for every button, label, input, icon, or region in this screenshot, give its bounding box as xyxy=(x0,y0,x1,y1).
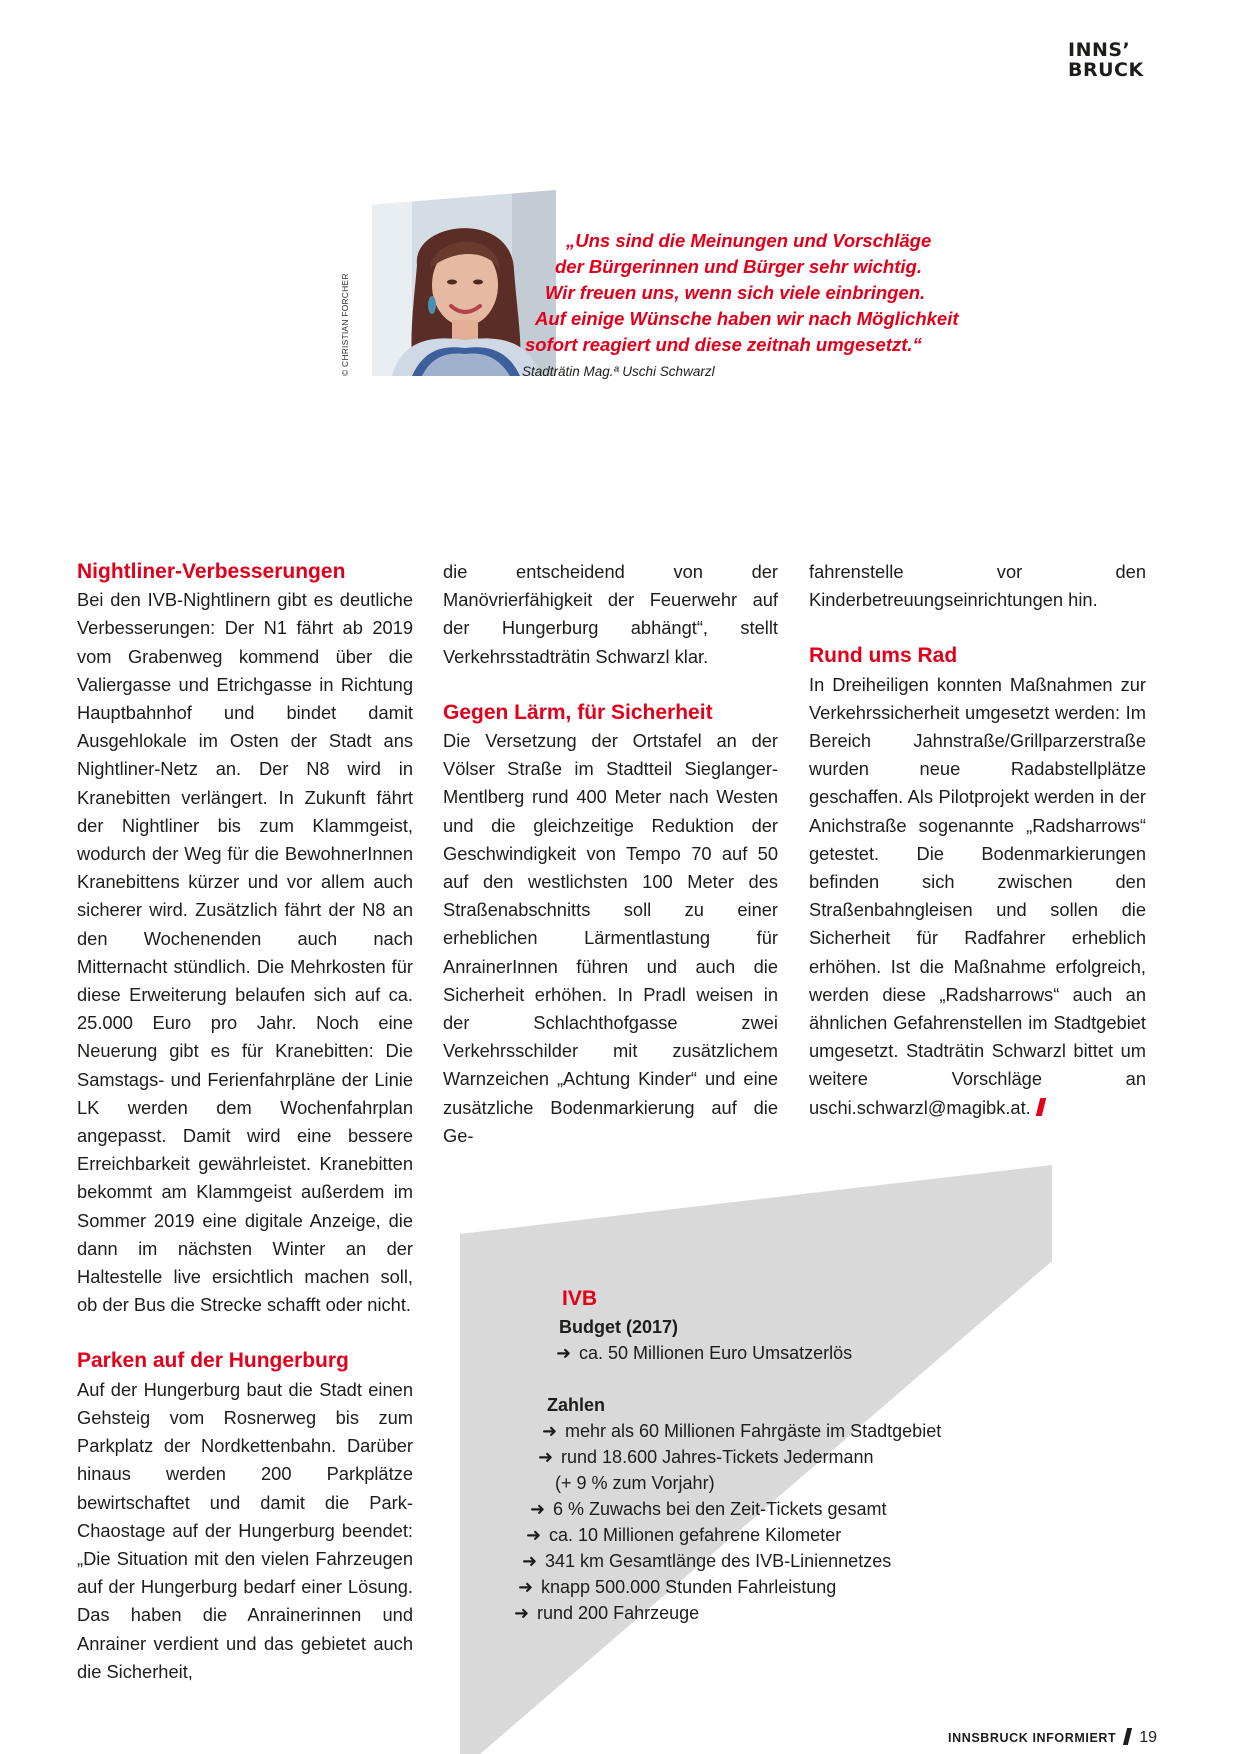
heading-parken: Parken auf der Hungerburg xyxy=(77,1349,349,1373)
text-laerm: Die Versetzung der Ortstafel an der Völser Straße im Stadtteil Sieglanger-Mentlberg rund 400 Meter nach Westen und die gleichzeitige Reduktion der Geschwindigkeit von Tempo 70 auf 50 auf den westlichsten 100 Meter des Straßenabschnitts soll zu einer erheblichen Lärmentlastung für AnrainerInnen führen und auch die Sicherheit erhöhen. In Pradl weisen in der Schlachthofgasse zwei Verkehrsschilder mit zusätzlichem Warnzeichen „Achtung Kinder“ und eine zusätzliche Bodenmarkierung auf die Ge- xyxy=(443,730,778,1146)
heading-rad: Rund ums Rad xyxy=(809,644,958,668)
arrow-right-icon: ➜ xyxy=(514,1603,530,1623)
quote-author: Stadträtin Mag.ª Uschi Schwarzl xyxy=(522,364,715,379)
budget-heading: Budget (2017) xyxy=(559,1317,679,1337)
logo-line-2: BRUCK xyxy=(1068,59,1144,81)
zahlen-item-text: mehr als 60 Millionen Fahrgäste im Stadtgebiet xyxy=(565,1421,942,1441)
zahlen-item xyxy=(518,1574,836,1600)
pull-quote xyxy=(520,228,959,358)
ivb-box-title: IVB xyxy=(562,1287,598,1310)
zahlen-item xyxy=(530,1496,886,1522)
budget-item-text: ca. 50 Millionen Euro Umsatzerlös xyxy=(579,1343,853,1363)
zahlen-item-note: (+ 9 % zum Vorjahr) xyxy=(555,1473,715,1493)
page-number: 19 xyxy=(1139,1729,1158,1746)
quote-line: „Uns sind die Meinungen und Vorschläge xyxy=(566,230,932,251)
article-end-mark xyxy=(1036,1098,1046,1116)
zahlen-item-text: 6 % Zuwachs bei den Zeit-Tickets gesamt xyxy=(553,1499,887,1519)
zahlen-heading: Zahlen xyxy=(547,1395,606,1415)
heading-laerm: Gegen Lärm, für Sicherheit xyxy=(443,700,713,724)
zahlen-item-text: 341 km Gesamtlänge des IVB-Liniennetzes xyxy=(545,1551,892,1571)
zahlen-item-text: knapp 500.000 Stunden Fahrleistung xyxy=(541,1577,837,1597)
quote-line: Auf einige Wünsche haben wir nach Möglichkeit xyxy=(535,308,959,329)
budget-item xyxy=(556,1340,852,1366)
quote-line: sofort reagiert und diese zeitnah umgesetzt.“ xyxy=(525,334,922,355)
photo-credit: © CHRISTIAN FORCHER xyxy=(340,273,350,376)
zahlen-item-text: ca. 10 Millionen gefahrene Kilometer xyxy=(549,1525,842,1545)
zahlen-item-text: rund 18.600 Jahres-Tickets Jedermann xyxy=(561,1447,874,1467)
article-column-1 xyxy=(77,558,413,1714)
arrow-right-icon: ➜ xyxy=(556,1343,572,1363)
arrow-right-icon: ➜ xyxy=(542,1421,558,1441)
quote-line: der Bürgerinnen und Bürger sehr wichtig. xyxy=(555,256,922,277)
text-parken: Auf der Hungerburg baut die Stadt einen Gehsteig vom Rosnerweg bis zum Parkplatz der Nordkettenbahn. Darüber hinaus werden 200 Parkplätze bewirtschaftet und damit die Park-Chaostage auf der Hungerburg beendet: „Die Situation mit den vielen Fahrzeugen auf der Hungerburg bedarf einer Lösung. Das haben die Anrainerinnen und Anrainer verdient und das gebietet auch die Sicherheit, xyxy=(77,1378,413,1682)
zahlen-item xyxy=(514,1600,699,1626)
page-footer xyxy=(948,1728,1157,1747)
publication-name: INNSBRUCK INFORMIERT xyxy=(948,1731,1117,1745)
zahlen-item xyxy=(538,1444,874,1470)
article-column-2 xyxy=(443,558,778,1178)
article-column-3 xyxy=(809,558,1146,1122)
arrow-right-icon: ➜ xyxy=(538,1447,554,1467)
arrow-right-icon: ➜ xyxy=(530,1499,546,1519)
footer-separator xyxy=(1123,1728,1132,1745)
text-nightliner: Bei den IVB-Nightlinern gibt es deutliche Verbesserungen: Der N1 fährt ab 2019 vom Grabenweg kommend über die Valiergasse und Etrichgasse in Richtung Hauptbahnhof und bindet damit Ausgehlokale im Osten der Stadt ans Nightliner-Netz an. Der N8 wird in Kranebitten verlängert. In Zukunft fährt der Nightliner bis zum Klammgeist, wodurch der Weg für die BewohnerInnen Kranebittens kürzer und vor allem auch sicherer wird. Zusätzlich fährt der N8 an den Wochenenden auch nach Mitternacht stündlich. Die Mehrkosten für diese Erweiterung belaufen sich auf ca. 25.000 Euro pro Jahr. Noch eine Neuerung gibt es für Kranebitten: Die Samstags- und Ferienfahrpläne der Linie LK werden dem Wochenfahrplan angepasst. Damit wird eine bessere Erreichbarkeit gewährleistet. Kranebitten bekommt am Klammgeist außerdem im Sommer 2019 eine digitale Anzeige, die dann im nächsten Winter an der Haltestelle live ersichtlich machen soll, ob der Bus die Strecke schafft oder nicht. xyxy=(77,589,413,1316)
zahlen-item-text: rund 200 Fahrzeuge xyxy=(537,1603,700,1623)
text-laerm-continuation: fahrenstelle vor den Kinderbetreuungseinrichtungen hin. xyxy=(809,561,1146,611)
logo-line-1: INNS’ xyxy=(1068,39,1131,61)
zahlen-item xyxy=(526,1522,841,1548)
zahlen-item xyxy=(522,1548,891,1574)
text-rad: In Dreiheiligen konnten Maßnahmen zur Verkehrssicherheit umgesetzt werden: Im Bereich Jahnstraße/Grillparzerstraße wurden neue Radabstellplätze geschaffen. Als Pilotprojekt werden in der Anichstraße sogenannte „Radsharrows“ getestet. Die Bodenmarkierungen befinden sich zwischen den Straßenbahngleisen und sollen die Sicherheit für Radfahrer erheblich erhöhen. Ist die Maßnahme erfolgreich, werden diese „Radsharrows“ auch an ähnlichen Gefahrenstellen im Stadtgebiet umgesetzt. Stadträtin Schwarzl bittet um weitere Vorschläge an uschi.schwarzl@magibk.at. xyxy=(809,673,1146,1118)
zahlen-item xyxy=(542,1418,941,1444)
arrow-right-icon: ➜ xyxy=(526,1525,542,1545)
heading-nightliner: Nightliner-Verbesserungen xyxy=(77,560,346,583)
innsbruck-logo xyxy=(1068,40,1144,80)
arrow-right-icon: ➜ xyxy=(518,1577,534,1597)
text-parken-continuation: die entscheidend von der Manövrierfähigkeit der Feuerwehr auf der Hungerburg abhängt“, stellt Verkehrsstadträtin Schwarzl klar. xyxy=(443,561,778,667)
text-rad-wrapper xyxy=(809,671,1146,1122)
arrow-right-icon: ➜ xyxy=(522,1551,538,1571)
quote-line: Wir freuen uns, wenn sich viele einbringen. xyxy=(545,282,926,303)
